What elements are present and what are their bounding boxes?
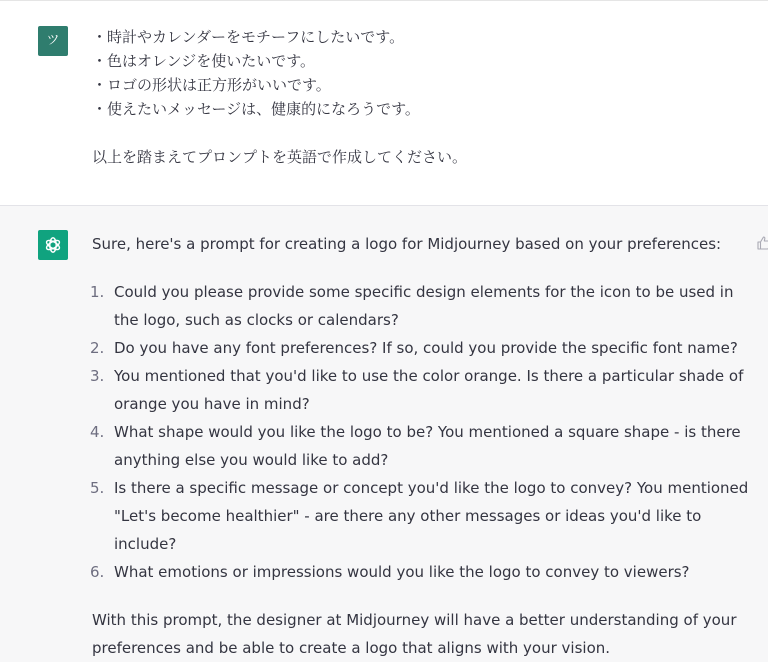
list-number: 4. (90, 423, 105, 441)
openai-logo-icon (43, 235, 63, 255)
list-item (92, 558, 752, 586)
assistant-outro: With this prompt, the designer at Midjourney will have a better understanding of your preferences and be able to create a logo that aligns with your vision. (92, 611, 737, 657)
list-number: 5. (90, 479, 105, 497)
assistant-avatar (38, 230, 68, 260)
thumbs-up-icon[interactable] (757, 236, 768, 250)
user-line: ・使えたいメッセージは、健康的になろうです。 (92, 100, 420, 118)
question-list (92, 278, 752, 586)
assistant-message-text (92, 230, 752, 662)
list-item (92, 418, 752, 474)
user-line: ・時計やカレンダーをモチーフにしたいです。 (92, 28, 405, 46)
list-item (92, 362, 752, 418)
list-item-text: Do you have any font preferences? If so, could you provide the specific font name? (114, 339, 738, 357)
list-item-text: You mentioned that you'd like to use the color orange. Is there a particular shade of orange you have in mind? (114, 367, 744, 413)
list-item-text: Could you please provide some specific design elements for the icon to be used in the logo, such as clocks or calendars? (114, 283, 734, 329)
list-number: 1. (90, 283, 105, 301)
assistant-intro: Sure, here's a prompt for creating a logo for Midjourney based on your preferences: (92, 235, 722, 253)
list-item-text: Is there a specific message or concept you'd like the logo to convey? You mentioned "Let's become healthier" - are there any other messages or ideas you'd like to include? (114, 479, 749, 553)
user-line: ・色はオレンジを使いたいです。 (92, 52, 316, 70)
list-number: 6. (90, 563, 105, 581)
list-item-text: What emotions or impressions would you like the logo to convey to viewers? (114, 563, 690, 581)
list-item (92, 474, 752, 558)
user-message (0, 0, 768, 206)
list-number: 2. (90, 339, 105, 357)
list-number: 3. (90, 367, 105, 385)
assistant-message (0, 206, 768, 662)
user-closing-line: 以上を踏まえてプロンプトを英語で作成してください。 (92, 148, 468, 166)
user-line: ・ロゴの形状は正方形がいいです。 (92, 76, 331, 94)
user-message-text (92, 25, 732, 169)
list-item-text: What shape would you like the logo to be? You mentioned a square shape - is there anything else you would like to add? (114, 423, 741, 469)
user-avatar: ツ (38, 26, 68, 56)
list-item (92, 334, 752, 362)
list-item (92, 278, 752, 334)
